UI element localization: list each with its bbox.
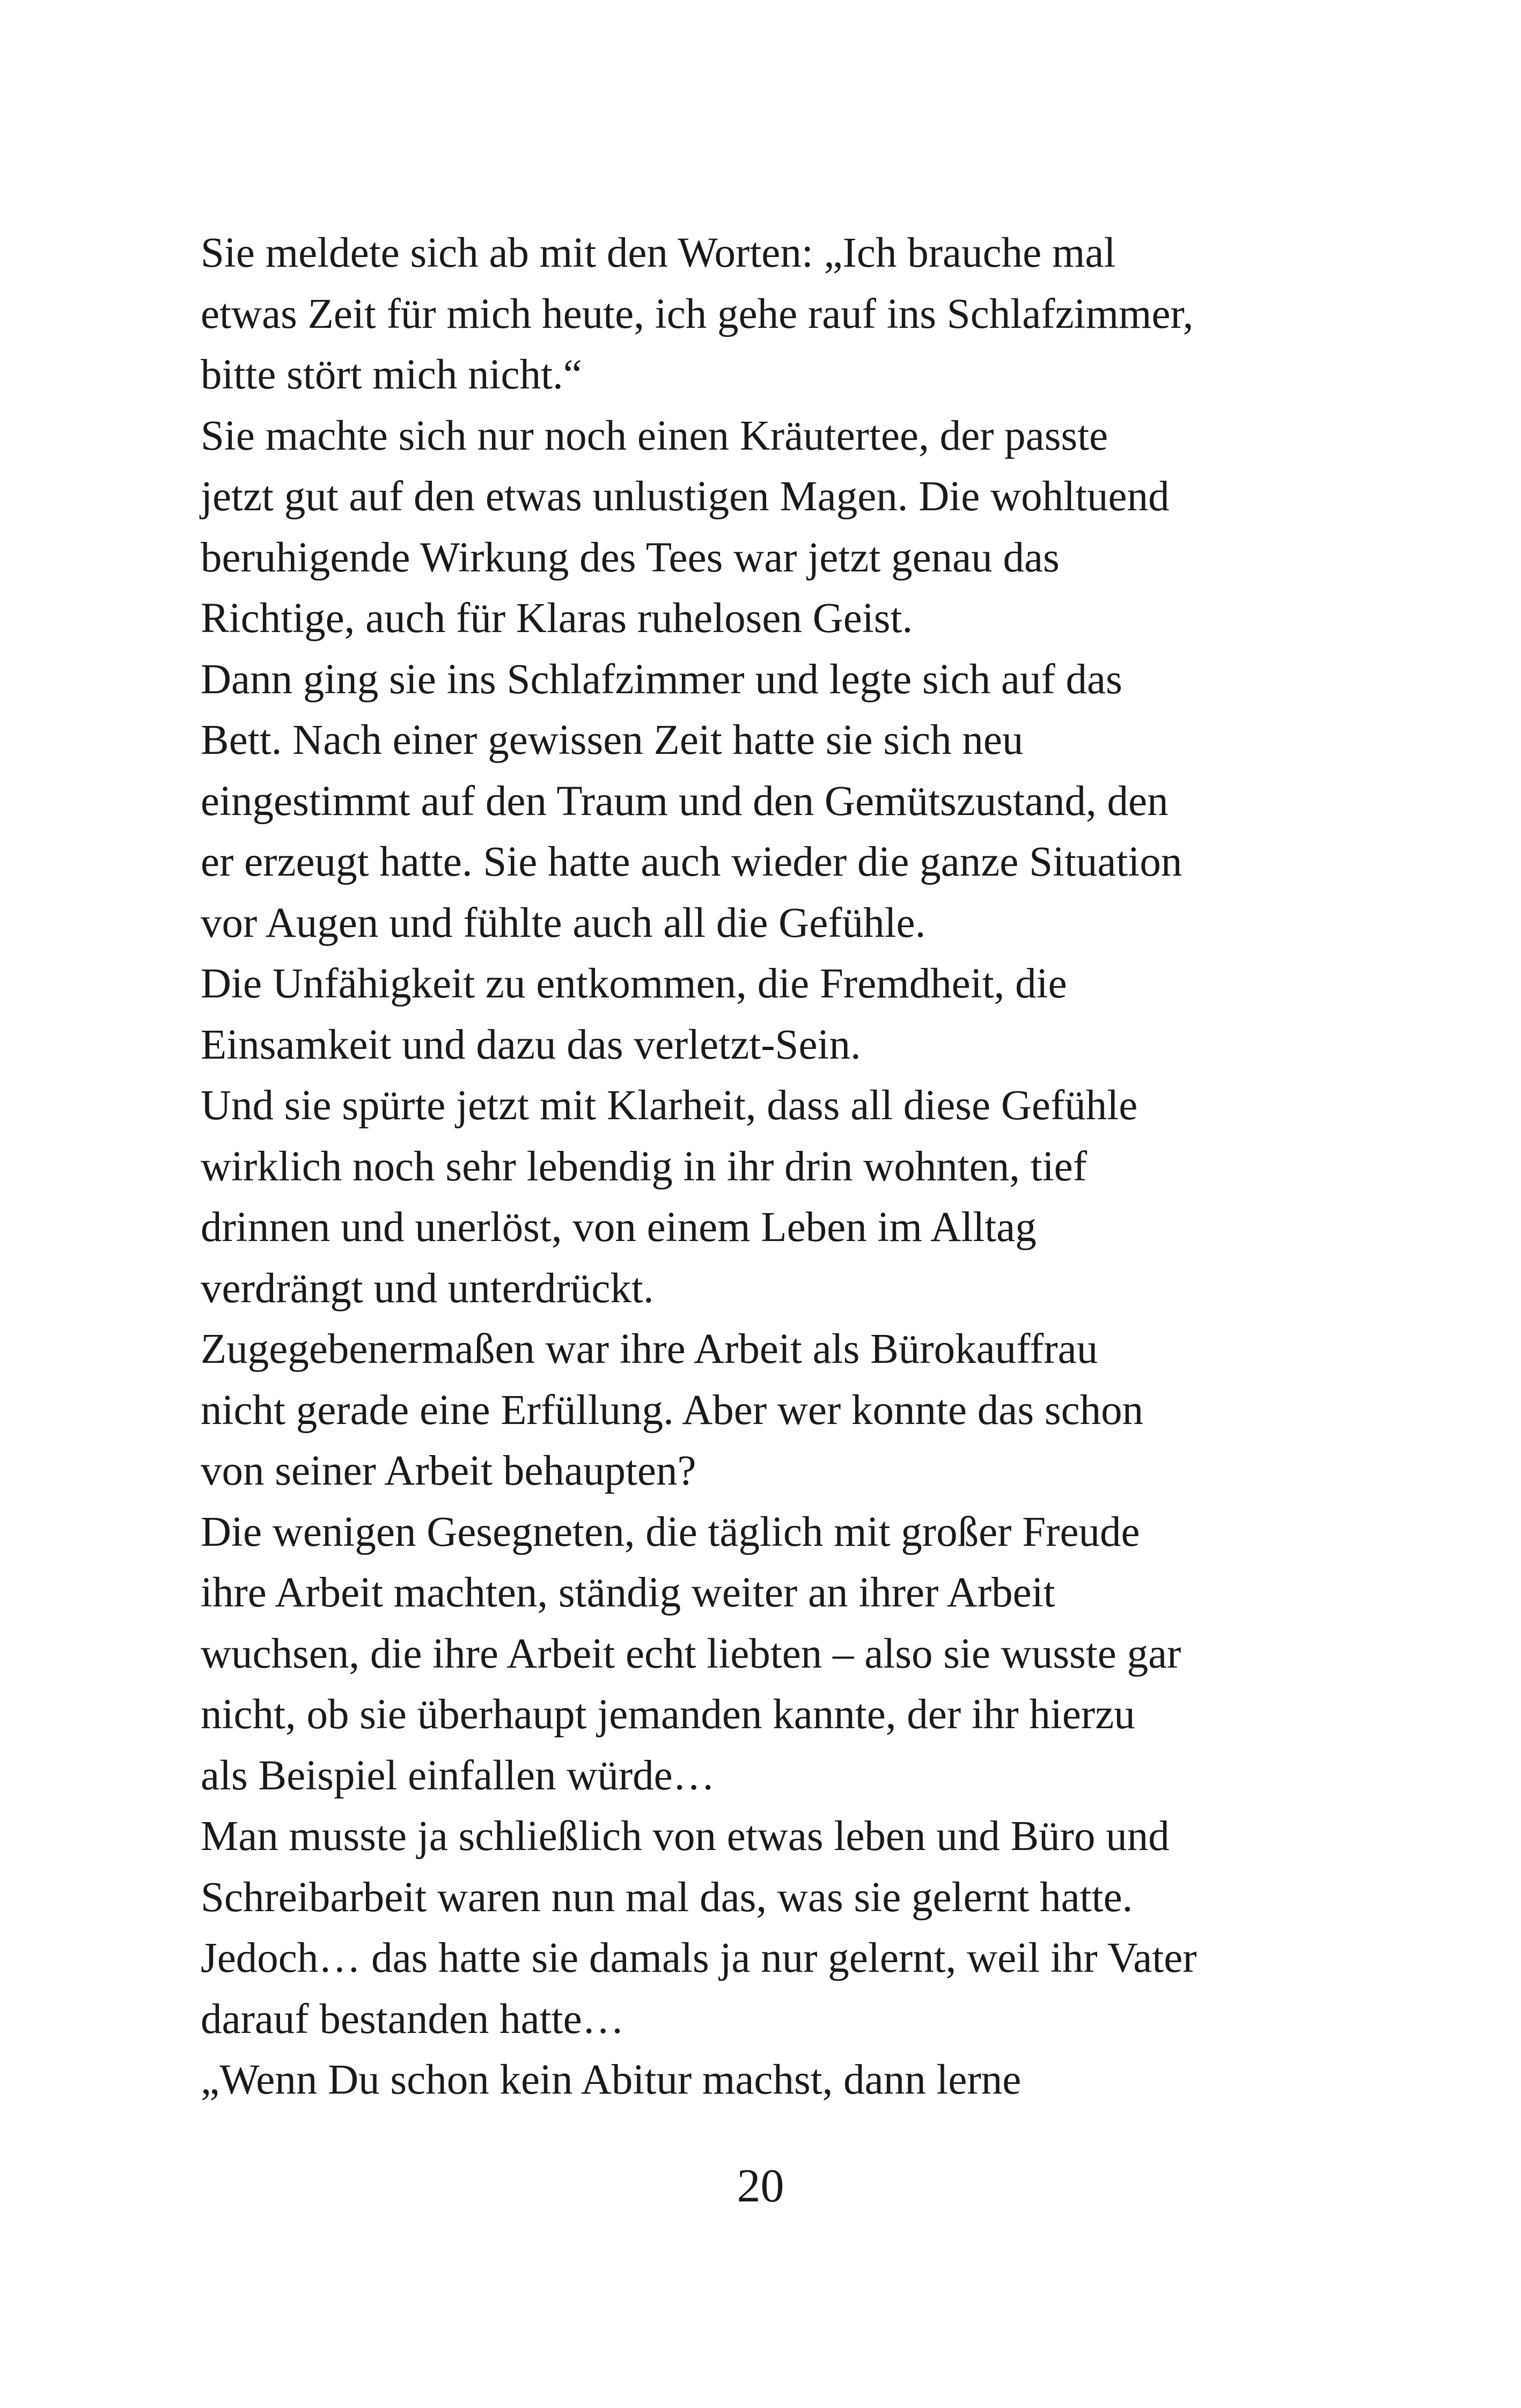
text-line: Sie meldete sich ab mit den Worten: „Ich brauche mal <box>201 230 1116 276</box>
text-line: Sie machte sich nur noch einen Kräutertee, der passte <box>201 412 1108 459</box>
text-line: Jedoch… das hatte sie damals ja nur gelernt, weil ihr Vater <box>201 1935 1197 1981</box>
text-line: wuchsen, die ihre Arbeit echt liebten – also sie wusste gar <box>201 1630 1181 1677</box>
text-line: jetzt gut auf den etwas unlustigen Magen. Die wohltuend <box>201 473 1170 520</box>
text-line: Zugegebenermaßen war ihre Arbeit als Bürokauffrau <box>201 1326 1098 1372</box>
text-line: etwas Zeit für mich heute, ich gehe rauf ins Schlafzimmer, <box>201 290 1194 337</box>
text-line: bitte stört mich nicht.“ <box>201 351 582 398</box>
text-line: beruhigende Wirkung des Tees war jetzt genau das <box>201 534 1060 581</box>
text-line: er erzeugt hatte. Sie hatte auch wieder die ganze Situation <box>201 839 1182 885</box>
text-line: ihre Arbeit machten, ständig weiter an ihrer Arbeit <box>201 1569 1055 1616</box>
text-line: Einsamkeit und dazu das verletzt-Sein. <box>201 1021 861 1068</box>
text-line: von seiner Arbeit behaupten? <box>201 1448 696 1494</box>
text-line: eingestimmt auf den Traum und den Gemütszustand, den <box>201 777 1169 825</box>
text-line: drinnen und unerlöst, von einem Leben im Alltag <box>201 1204 1037 1251</box>
text-line: Die Unfähigkeit zu entkommen, die Fremdheit, die <box>201 960 1067 1007</box>
text-line: wirklich noch sehr lebendig in ihr drin wohnten, tief <box>201 1143 1088 1190</box>
page-number: 20 <box>737 2160 784 2212</box>
body-text <box>201 223 1327 2111</box>
text-line: darauf bestanden hatte… <box>201 1995 624 2043</box>
text-line: vor Augen und fühlte auch all die Gefühle. <box>201 899 926 946</box>
text-line: Bett. Nach einer gewissen Zeit hatte sie sich neu <box>201 717 1024 763</box>
text-line: Dann ging sie ins Schlafzimmer und legte sich auf das <box>201 656 1122 703</box>
text-line: Man musste ja schließlich von etwas leben und Büro und <box>201 1813 1170 1860</box>
text-line: als Beispiel einfallen würde… <box>201 1752 715 1799</box>
text-line: nicht, ob sie überhaupt jemanden kannte, der ihr hierzu <box>201 1691 1135 1738</box>
text-line: verdrängt und unterdrückt. <box>201 1265 654 1312</box>
text-line: Und sie spürte jetzt mit Klarheit, dass all diese Gefühle <box>201 1082 1138 1129</box>
text-line: Die wenigen Gesegneten, die täglich mit großer Freude <box>201 1508 1140 1555</box>
text-line: „Wenn Du schon kein Abitur machst, dann lerne <box>201 2057 1022 2103</box>
text-line: Richtige, auch für Klaras ruhelosen Geist. <box>201 595 913 642</box>
text-line: Schreibarbeit waren nun mal das, was sie gelernt hatte. <box>201 1874 1133 1921</box>
text-line: nicht gerade eine Erfüllung. Aber wer konnte das schon <box>201 1386 1144 1434</box>
